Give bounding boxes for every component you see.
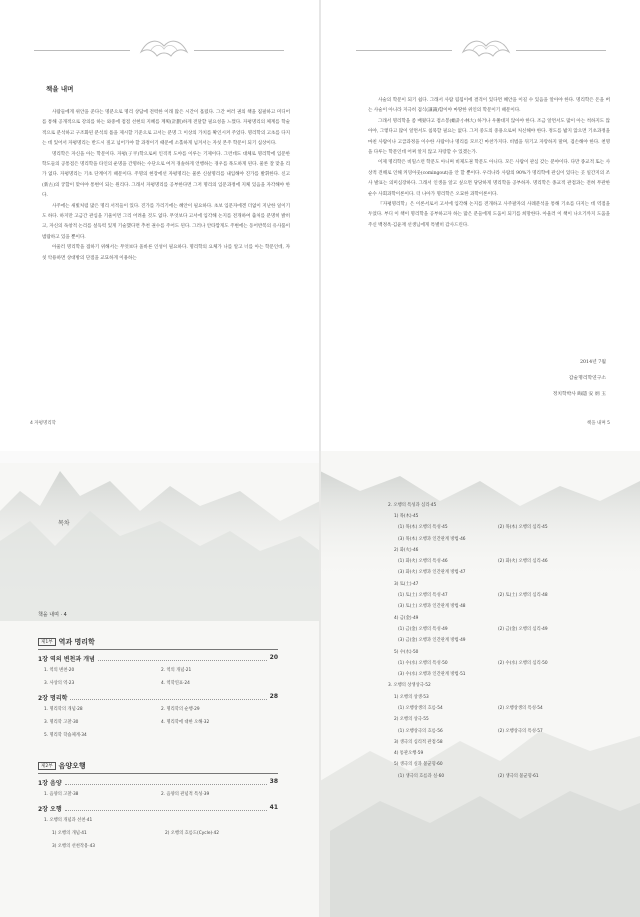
signature-date: 2014년 7월 [579,360,606,365]
toc-row[interactable]: 3) 토(土)·47 [394,581,419,587]
toc-row[interactable]: (1) 금(金) 오행의 특성·49 (2) 금(金) 오행의 심리·49 [398,626,548,632]
chapter-page: 28 [269,693,278,700]
cloud-ornament-icon [459,34,513,64]
section-row[interactable]: 1) 오행의 개념·41 2) 오행의 흐름도(Cycle)·42 [52,831,219,836]
part-title: 역과 명리학 [58,638,95,646]
paragraph: 사람들에게 위안을 준다는 명분으로 명리 상담에 전력한 이래 많은 시간이 흘렀다. 그간 여러 권의 책을 집필하고 미디어를 통해 공개적으로 강의를 하는 와중에 점점 선현의 지혜를 계획(計劃)하게 전달할 필요성을 느꼈다. 자평명리의 체계를 학술적으로 분석하고 구조화된 분석의 틀을 제시할 기준으로 고서는 분명 그 이상의 가치를 확인시켜 주었다. 명리학의 고초를 다지는 데 있어서 자평명리는 반드시 짚고 넘어가야 할 과정이기 때문에 소홀하게 넘겨서는 자칫 본주 학문이 되기 십상이다. [42,110,290,147]
paragraph: 아울러 명리학을 접하기 위해서는 무엇보다 올바른 인성이 필요하다. 명리학의 요체가 나를 알고 너를 아는 학문인데, 자칫 악용하면 상대방의 단점을 교묘하게 이용하는 [42,245,290,261]
chapter-entry[interactable] [38,654,278,663]
toc-row[interactable]: (1) 수(水) 오행의 특성·50 (2) 수(水) 오행의 심리·50 [398,660,548,666]
page-gutter [319,0,321,451]
toc-row[interactable]: (1) 오행상생의 흐름·54 (2) 오행상생의 특성·54 [398,705,543,711]
toc-row[interactable]: 2) 오행의 상극·55 [394,717,429,723]
chapter-title: 2장 오행 [38,806,62,813]
section-row[interactable]: 1. 오행의 개념과 선천·41 [44,818,93,823]
section-row[interactable]: 3. 명리학 고찰·30 4. 명리학에 대한 오해·32 [44,720,210,725]
toc-row[interactable]: 5) 수(水)·50 [394,649,419,655]
toc-preface-entry[interactable]: 책을 내며 · 4 [38,612,67,618]
toc-continued-list [388,499,598,781]
page-number-right: 책을 내며 5 [586,421,610,426]
toc-title: 목차 [58,520,70,527]
paragraph: 사술의 학문이 되기 쉽다. 그래서 사람 됨됨이에 결격이 있다면 혜안을 이길 수 있음을 알아야 한다. 명리학은 돈을 버는 사술이 아니라 지극히 겸식(謙識)함이야 마땅한 위인의 학문이기 때문이다. [368,98,610,114]
chapter-entry[interactable] [38,778,278,787]
section-row[interactable]: 3. 사상의 역·23 4. 역학연표·24 [44,681,190,686]
paragraph: 사주에는 새빛처럼 많은 명리 서적들이 있다. 진가를 가리기에는 혜안이 필요하다. 초보 입문자에겐 더없이 지난한 일이기도 하다. 하지만 고금간 관심을 기울이면 그리 어려울 것도 없다. 무엇보다 고서에 입각해 논지를 전개하여 출처를 분명히 밝히고, 자신의 독창적 논리를 설득력 있게 기술했다면 추천 권수를 주어도 된다. 그러나 안타깝게도 주변에는 동어반복의 유사품이 범람하고 있을 뿐이다. [42,203,290,240]
paragraph: 명리학은 자신을 아는 학문이다. 자평(子平)학으로써 인격적 도야를 이루는 기제이다. 그런데도 대체로 명리학에 입문한 학도들의 공통점은 명리학을 타인의 운명을 간명하는 수단으로 여겨 경솔하게 언행하는 경우를 목도하게 된다. 물론 잘 맞을 리가 없다. 자평명리는 기초 단계이기 때문이다. 주명의 현장에선 자평명리는 물론 신살명리를 내입해야 진가를 발휘한다. 신고(新古)의 궁합이 맞아야 통변이 되는 원리다. 그래서 자평명리를 공부한다면 그저 명리의 입문과정에 지체 있음을 자각해야 한다. [42,151,290,199]
preface-spread [0,0,640,451]
section-row[interactable]: 1. 역의 변천·20 2. 역의 개념·21 [44,668,192,673]
contents-spread [0,451,640,917]
toc-row[interactable]: (3) 화(火) 오행과 인간관계 방법·47 [398,570,466,576]
header-ornament-right [356,34,606,64]
toc-row[interactable]: (3) 금(金) 오행과 인간관계 방법·49 [398,638,466,644]
chapter-title: 2장 명리학 [38,695,68,702]
toc-row[interactable]: 2) 화(火)·46 [394,547,419,553]
page-number-left: 4 자평명리학 [30,421,57,426]
preface-heading: 책을 내며 [46,85,74,93]
part-number: 제2부 [38,762,56,770]
toc-part-2 [38,761,278,856]
chapter-entry[interactable] [38,804,278,813]
toc-row[interactable]: 1) 오행의 상생·53 [394,694,429,700]
preface-left-column [42,108,290,264]
section-row[interactable]: 3) 오행의 선천작용·43 [52,844,96,849]
chapter-page: 20 [269,654,278,661]
section-row[interactable]: 5. 명리학 학습체계·34 [44,733,87,738]
part-number: 제1부 [38,638,56,646]
header-ornament-left [34,34,284,64]
part-heading[interactable] [38,637,278,650]
chapter-entry[interactable] [38,693,278,702]
toc-row[interactable]: (3) 토(土) 오행과 인간관계 방법·48 [398,604,466,610]
toc-row[interactable]: 1) 목(木)·45 [394,513,419,519]
paragraph: 그래서 명리학을 좀 배웠다고 점소봉(蟾訃小林大) 하거나 우쭐대지 않아야 한다. 조금 알면서도 많이 아는 척하지도 않아야, 그렇다고 많이 알면서도 침묵할 필요는 없다. 그저 중도의 중용으로써 처신해야 한다. 정도를 밟지 않으면 기초과정을 마친 사람이나 고급과정을 이수한 사람이나 명리를 모르긴 마찬가지다. 비법을 뒤기고 자랑하지 말며, 겸손해야 한다. 천명을 다루는 학문인데 어찌 알지 않고 자랑할 수 있겠는가. [368,118,610,156]
toc-row[interactable]: 3) 생극의 심리적 관점·58 [394,739,443,745]
toc-row[interactable]: (3) 수(水) 오행과 인간관계 방법·51 [398,672,466,678]
toc-row[interactable]: (3) 목(木) 오행과 인간관계 방법·46 [398,536,466,542]
section-row[interactable]: 1. 음양의 고찰·38 2. 음양의 관념적 특성·39 [44,792,210,797]
page-gutter [319,451,321,917]
toc-row[interactable]: 5) 생극의 실과 불균형·60 [394,762,443,768]
toc-row[interactable]: (1) 목(木) 오행의 특성·45 (2) 목(木) 오행의 심리·45 [398,525,548,531]
signature-author: 정치학박사 晦隱 安 炳 玉 [552,392,606,397]
toc-row[interactable]: 4) 금(金)·49 [394,615,419,621]
cloud-ornament-icon [137,34,191,64]
chapter-page: 41 [269,804,278,811]
chapter-title: 1장 역의 변천과 개념 [38,656,95,663]
chapter-page: 38 [269,778,278,785]
signature-institute: 갑술명리학연구소 [568,376,606,381]
toc-row[interactable]: 3. 오행의 상생상극·52 [388,683,431,689]
part-heading[interactable] [38,761,278,774]
toc-row[interactable]: (1) 화(火) 오행의 특성·46 (2) 화(火) 오행의 심리·46 [398,559,548,565]
paragraph: 『자평명리학』은 이론서로서 고서에 입각해 논지를 전개하고 사주팔자의 사례분석을 통해 기초를 다지는 데 역점을 두었다. 부디 이 책이 명리학을 공부하고자 하는 많은 분들에게 도움이 되기를 희망한다. 아울러 이 책이 나오기까지 도움을 주신 백정옥·김윤재 선생님에게 특별히 감사드린다. [368,202,610,228]
toc-row[interactable]: (1) 생극의 흐름과 실·60 (2) 생극의 불균형·61 [398,773,539,779]
paragraph: 이제 명리학은 비밀스런 학문도 아니며 비제도권 학문도 아니다. 모든 사람이 관심 갖는 분야이다. 다만 종교적 또는 사상적 견해로 인해 커밍아웃(comingout)을 안 할 뿐이다. 우리나라 사람의 90%가 명리학에 관심이 있다는 곳 일간지의 조사 발표는 의미심장하다. 그래서 인생을 알고 싶으면 당당하게 명리학을 공부하자. 명리학은 종교적 관점과는 전혀 무관한 순수 사회과학이론이다. 더 나아가 명리학은 오묘한 과학이론이다. [368,160,610,197]
part-title: 음양오행 [58,762,86,770]
toc-part-1 [38,637,278,745]
toc-row[interactable]: (1) 토(土) 오행의 특성·47 (2) 토(土) 오행의 심리·48 [398,593,548,599]
chapter-title: 1장 음양 [38,780,62,787]
preface-right-column [368,96,610,231]
toc-row[interactable]: (1) 오행상극의 흐름·56 (2) 오행상극의 특성·57 [398,728,543,734]
section-row[interactable]: 1. 명리학의 개념·28 2. 명리학의 순행·29 [44,707,200,712]
toc-row[interactable]: 4) 통관오행·59 [394,751,424,757]
toc-row[interactable]: 2. 오행의 특성과 심리·45 [388,502,437,508]
